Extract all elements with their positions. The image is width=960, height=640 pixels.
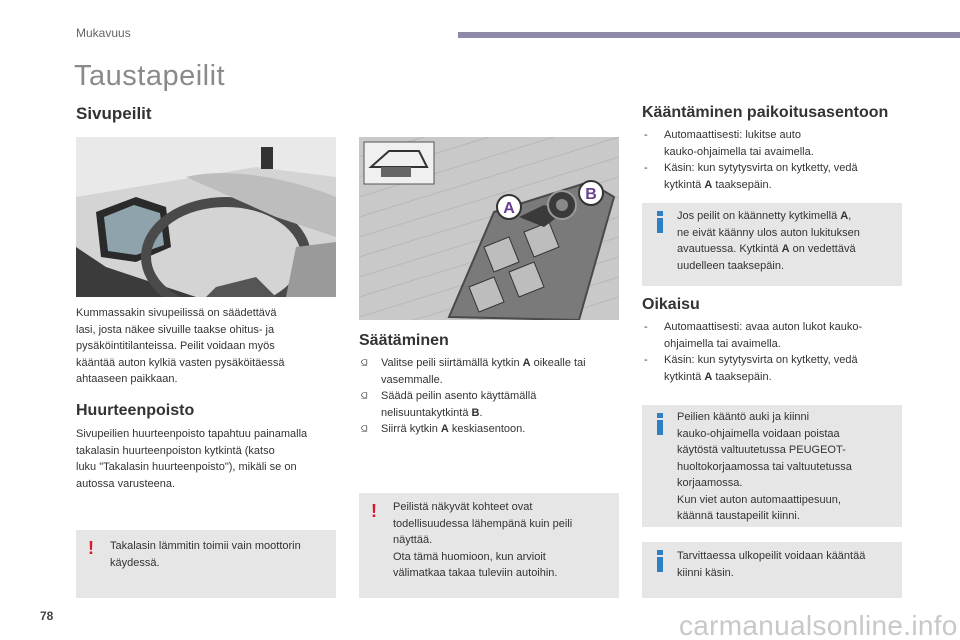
info-line: kauko-ohjaimella voidaan poistaa xyxy=(677,427,840,440)
label-b: B xyxy=(585,186,597,203)
mirror-photo xyxy=(76,137,336,297)
info-icon xyxy=(657,550,663,572)
info-text xyxy=(677,409,899,525)
info-line: huoltokorjaamossa tai valtuutetussa xyxy=(677,460,852,473)
intro-line: kääntää auton kylkiä vasten pysäköitäessä xyxy=(76,356,285,369)
text-line: takalasin huurteenpoiston kytkintä (katso xyxy=(76,444,275,457)
header-bar xyxy=(458,32,960,38)
warning-line: Ota tämä huomioon, kun arvioit xyxy=(393,550,546,563)
info-text xyxy=(677,548,899,581)
intro-line: Kummassakin sivupeilissä on säädettävä xyxy=(76,307,277,319)
warning-line: käydessä. xyxy=(110,556,160,569)
page-title: Taustapeilit xyxy=(74,60,226,92)
dash-bullet: - xyxy=(644,354,648,366)
info-text: Jos peilit on käännetty kytkimellä A, ne eivät käänny ulos auton lukituksen avautuessa. Kytkintä A on vedettävä uudelleen taaksepäin. xyxy=(677,210,860,272)
heading-sivupeilit: Sivupeilit xyxy=(76,104,152,123)
huurteenpoisto-text xyxy=(76,426,342,492)
dash-bullet: - xyxy=(644,321,648,333)
exclamation-icon: ! xyxy=(88,538,94,558)
list-item: - Käsin: kun sytytysvirta on kytketty, vedä kytkintä A taaksepäin. xyxy=(644,354,858,383)
exclamation-icon: ! xyxy=(371,501,377,521)
warning-line: Peilistä näkyvät kohteet ovat xyxy=(393,501,533,513)
kaantaminen-list xyxy=(642,127,908,193)
text-line: luku "Takalasin huurteenpoisto"), mikäli se on xyxy=(76,461,297,473)
warning-text xyxy=(393,499,615,582)
info-line: Tarvittaessa ulkopeilit voidaan kääntää xyxy=(677,550,866,562)
info-icon xyxy=(657,211,663,233)
warning-line: välimatkaa takaa tuleviin autoihin. xyxy=(393,567,558,579)
label-a: A xyxy=(503,200,515,217)
warning-text xyxy=(110,538,330,571)
warning-line: Takalasin lämmitin toimii vain moottorin xyxy=(110,540,301,552)
info-box-fold xyxy=(642,203,902,286)
saataminen-list xyxy=(359,355,625,438)
intro-line: lasi, josta näkee sivuille taakse ohitus- ja xyxy=(76,323,275,336)
text-line: autossa varusteena. xyxy=(76,477,176,490)
dash-bullet: - xyxy=(644,162,648,174)
heading-kaantaminen: Kääntäminen paikoitusasentoon xyxy=(642,104,889,121)
intro-line: ahtaaseen paikkaan. xyxy=(76,373,178,385)
info-line: Peilien kääntö auki ja kiinni xyxy=(677,411,810,423)
list-item: ⫑ Säädä peilin asento käyttämällä nelisuuntakytkintä B. xyxy=(361,390,537,419)
heading-saataminen: Säätäminen xyxy=(359,332,449,349)
warning-box-distance xyxy=(359,493,619,598)
oikaisu-list xyxy=(642,319,908,385)
dash-bullet: - xyxy=(644,129,648,141)
info-line: korjaamossa. xyxy=(677,477,743,489)
info-icon xyxy=(657,413,663,435)
page-number: 78 xyxy=(40,609,54,623)
info-line: käännä taustapeilit kiinni. xyxy=(677,510,800,522)
warning-line: näyttää. xyxy=(393,534,433,546)
info-box-remote xyxy=(642,405,902,527)
sivupeilit-intro xyxy=(76,305,338,388)
checkbox-bullet-icon: ⫑ xyxy=(361,423,368,435)
section-label: Mukavuus xyxy=(76,26,131,40)
list-item: - Automaattisesti: lukitse auto kauko-ohjaimella tai avaimella. xyxy=(644,129,814,158)
heading-huurteenpoisto: Huurteenpoisto xyxy=(76,402,195,419)
text-line: Sivupeilien huurteenpoisto tapahtuu painamalla xyxy=(76,428,308,440)
watermark: carmanualsonline.info xyxy=(679,610,958,640)
warning-line: todellisuudessa lähempänä kuin peili xyxy=(393,517,573,530)
info-line: käytöstä valtuutetussa PEUGEOT- xyxy=(677,444,846,456)
warning-box-heater xyxy=(76,530,336,598)
checkbox-bullet-icon: ⫑ xyxy=(361,390,368,402)
list-item: ⫑ Valitse peili siirtämällä kytkin A oikealle tai vasemmalle. xyxy=(361,357,586,386)
info-line: kiinni käsin. xyxy=(677,566,734,579)
switch-illustration xyxy=(359,137,619,320)
info-line: Kun viet auton automaattipesuun, xyxy=(677,493,841,506)
list-item: - Käsin: kun sytytysvirta on kytketty, vedä kytkintä A taaksepäin. xyxy=(644,162,858,191)
intro-line: pysäköintitilanteissa. Peilit voidaan myös xyxy=(76,340,275,352)
checkbox-bullet-icon: ⫑ xyxy=(361,357,368,369)
list-item: - Automaattisesti: avaa auton lukot kauko- ohjaimella tai avaimella. xyxy=(644,321,863,350)
info-box-manual xyxy=(642,542,902,598)
heading-oikaisu: Oikaisu xyxy=(642,296,700,313)
list-item: ⫑ Siirrä kytkin A keskiasentoon. xyxy=(359,421,625,438)
